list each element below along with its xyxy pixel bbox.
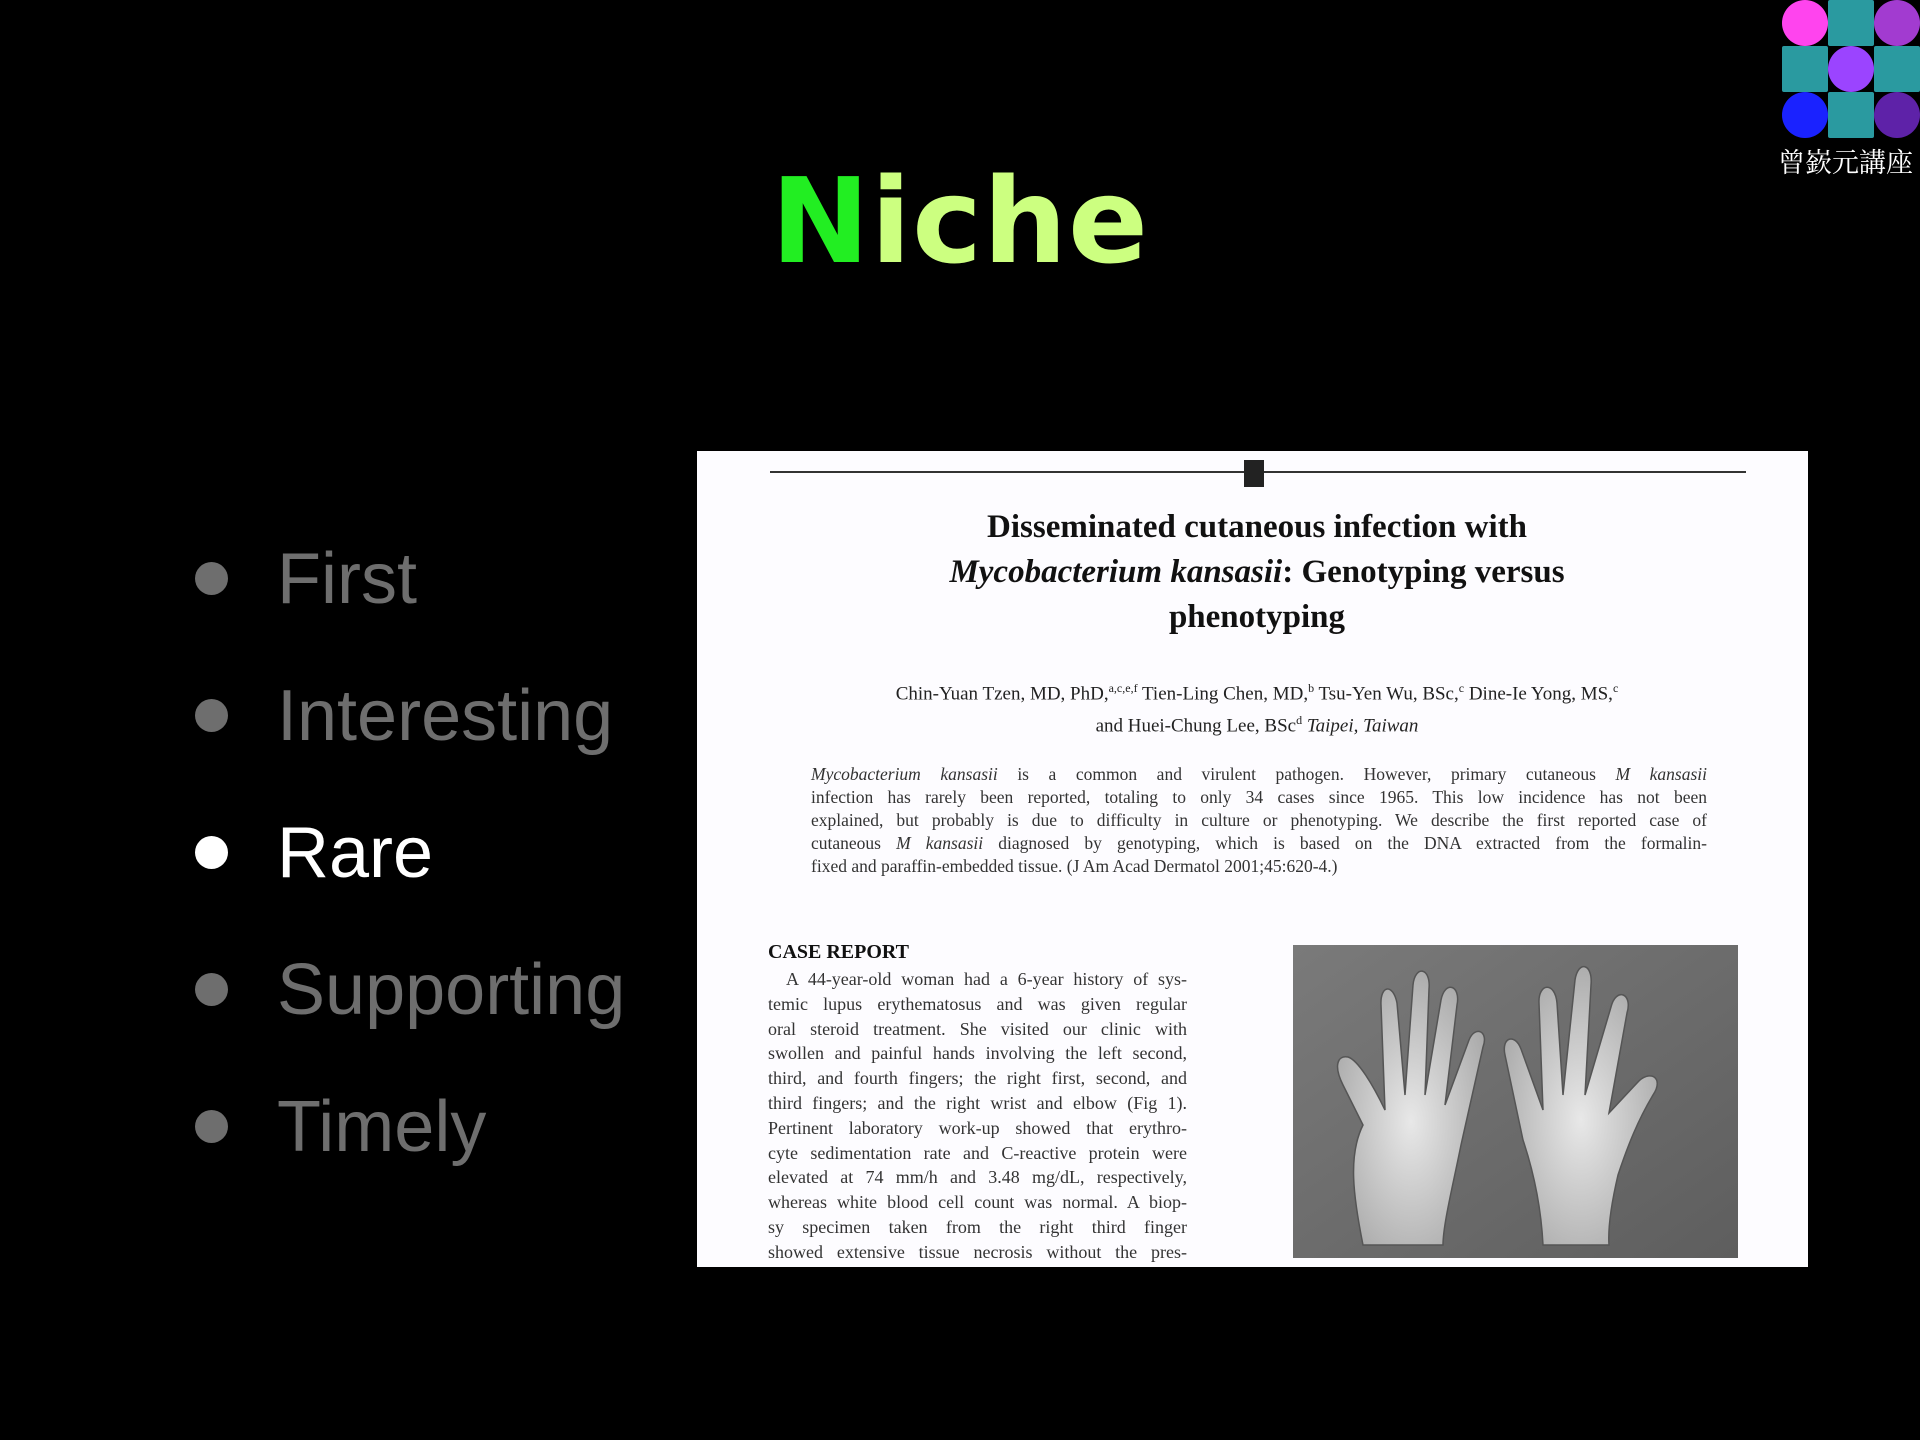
logo-square-teal — [1874, 46, 1920, 92]
abstract-text: fixed and paraffin-embedded tissue. (J Am Acad Dermatol 2001;45:620-4.) — [811, 856, 1338, 876]
case-line: third fingers; and the right wrist and elbow (Fig 1). — [768, 1092, 1187, 1113]
abstract-text: is a common and virulent pathogen. However, primary cutaneous — [997, 764, 1616, 784]
slide-title-first-letter: N — [770, 152, 871, 290]
logo-circle-violet — [1828, 46, 1874, 92]
case-line: whereas white blood cell count was normal. A biop- — [768, 1192, 1187, 1213]
case-line: elevated at 74 mm/h and 3.48 mg/dL, respectively, — [768, 1167, 1187, 1188]
abstract-text: explained, but probably is due to difficulty in culture or phenotyping. We describe the first reported case of — [811, 810, 1707, 830]
abstract-italic: M kansasii — [1615, 764, 1707, 784]
author: Tien-Ling Chen, MD, — [1137, 683, 1309, 705]
case-line: cyte sedimentation rate and C-reactive protein were — [768, 1142, 1187, 1163]
bullet-item-timely — [195, 1058, 625, 1195]
paper-title-line: Disseminated cutaneous infection with — [987, 509, 1527, 545]
bullet-label: Timely — [277, 1086, 487, 1167]
paper-authors — [757, 675, 1757, 740]
bullet-label: Rare — [277, 812, 434, 893]
bullet-dot-icon — [195, 699, 228, 732]
paper-abstract — [811, 763, 1707, 878]
bullet-item-rare — [195, 784, 625, 921]
slide-title — [0, 152, 1920, 290]
author: Dine-Ie Yong, MS, — [1464, 683, 1613, 705]
logo-text: 曾嶔元講座 — [1778, 148, 1913, 179]
bullet-item-supporting — [195, 921, 625, 1058]
case-line: showed extensive tissue necrosis without the pres- — [768, 1241, 1187, 1262]
abstract-line — [811, 809, 1707, 832]
bullet-item-first — [195, 510, 625, 647]
bullet-label: First — [277, 538, 417, 619]
case-line: oral steroid treatment. She visited our clinic with — [768, 1018, 1187, 1039]
bullet-list — [195, 510, 625, 1195]
logo-square-teal — [1828, 0, 1874, 46]
abstract-text: infection has rarely been reported, totaling to only 34 cases since 1965. This low incidence has not been — [811, 787, 1707, 807]
bullet-dot-icon — [195, 1110, 228, 1143]
slide-title-rest: iche — [870, 152, 1150, 290]
case-line: A 44-year-old woman had a 6-year history of sys- — [768, 969, 1187, 989]
paper-excerpt — [697, 451, 1808, 1267]
author-affiliation: b — [1308, 681, 1315, 695]
author-affiliation: c — [1458, 681, 1465, 695]
case-line: Pertinent laboratory work-up showed that erythro- — [768, 1117, 1187, 1138]
paper-title-line: phenotyping — [1168, 599, 1346, 635]
author-affiliation: d — [1296, 713, 1303, 728]
case-report-body — [768, 967, 1187, 1265]
logo-square-teal — [1828, 92, 1874, 138]
author-affiliation: a,c,e,f — [1108, 681, 1138, 695]
author: Tsu-Yen Wu, BSc, — [1314, 683, 1459, 705]
case-line: temic lupus erythematosus and was given regular — [768, 993, 1187, 1014]
paper-title — [757, 505, 1757, 640]
logo-circle-purple — [1874, 0, 1920, 46]
authors-line — [757, 675, 1757, 707]
paper-title-text: : Genotyping versus — [1282, 554, 1565, 590]
abstract-text: diagnosed by genotyping, which is based on the DNA extracted from the formalin- — [983, 833, 1707, 853]
case-line: swollen and painful hands involving the left second, — [768, 1043, 1187, 1064]
bullet-label: Interesting — [277, 675, 614, 756]
bullet-dot-icon — [195, 836, 228, 869]
bullet-dot-icon — [195, 562, 228, 595]
abstract-line — [811, 855, 1707, 878]
abstract-italic: M kansasii — [896, 833, 984, 853]
author: and Huei-Chung Lee, BSc — [1095, 715, 1297, 737]
logo-circle-deep-purple — [1874, 92, 1920, 138]
hands-photo — [1293, 945, 1738, 1258]
abstract-line — [811, 832, 1707, 855]
abstract-line — [811, 763, 1707, 786]
author-location: Taipei, Taiwan — [1302, 715, 1419, 737]
logo-circle-blue — [1782, 92, 1828, 138]
abstract-line — [811, 786, 1707, 809]
abstract-italic: Mycobacterium kansasii — [811, 764, 998, 784]
authors-line — [757, 707, 1757, 739]
logo-square-teal — [1782, 46, 1828, 92]
logo-circle-magenta — [1782, 0, 1828, 46]
case-report-heading: CASE REPORT — [768, 941, 909, 963]
bullet-dot-icon — [195, 973, 228, 1006]
paper-title-species: Mycobacterium kansasii — [949, 554, 1283, 590]
case-line: sy specimen taken from the right third finger — [768, 1216, 1187, 1237]
bullet-item-interesting — [195, 647, 625, 784]
author-affiliation: c — [1612, 681, 1619, 695]
bullet-label: Supporting — [277, 949, 626, 1030]
header-mark-icon — [1244, 460, 1264, 487]
author: Chin-Yuan Tzen, MD, PhD, — [895, 683, 1109, 705]
case-line: third, and fourth fingers; the right first, second, and — [768, 1068, 1187, 1089]
abstract-text: cutaneous — [811, 833, 897, 853]
paper-title-line — [757, 550, 1757, 595]
